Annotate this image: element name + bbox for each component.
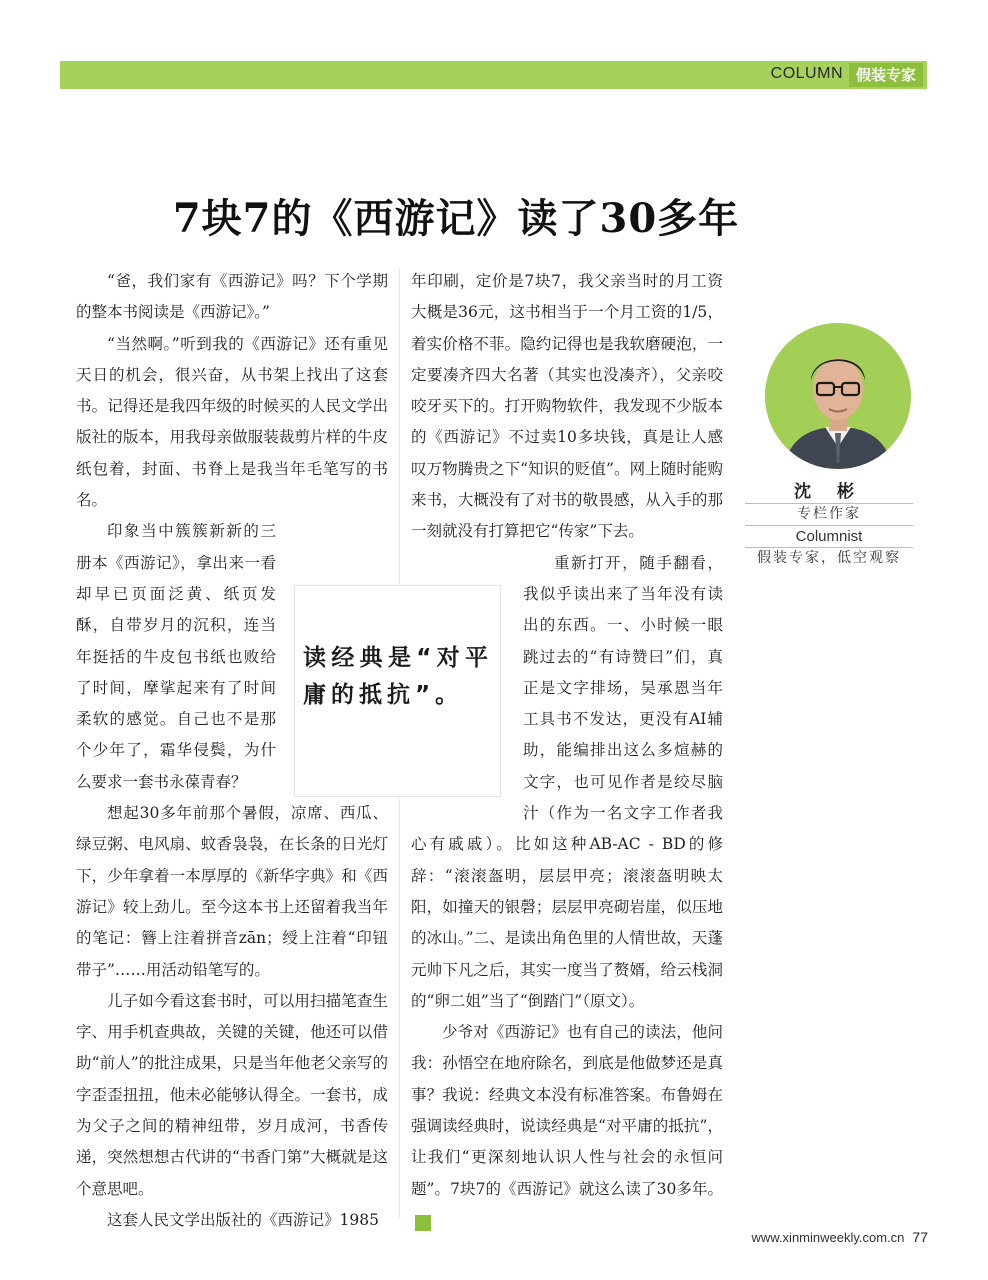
website-url: www.xinminweekly.com.cn: [751, 1230, 905, 1245]
paragraph: [411, 1017, 723, 1236]
page-footer: [752, 1229, 929, 1245]
author-tagline: 假装专家，低空观察: [757, 550, 901, 566]
author-name: 沈 彬: [794, 482, 864, 502]
paragraph: 印象当中簇簇新新的三册本《西游记》，拿出来一看却早已页面泛黄、纸页发酥，自带岁月的沉积，连当年挺括的牛皮包书纸也败给了时间，摩挲起来有了时间柔软的感觉。自己也不是那个少年了，霜华侵鬓，为什么要求一套书永葆青春？: [76, 522, 276, 791]
paragraph: “爸，我们家有《西游记》吗？下个学期的整本书阅读是《西游记》。”: [76, 272, 388, 322]
author-role-en: Columnist: [795, 528, 863, 545]
author-avatar: [765, 323, 911, 469]
author-role-cn: 专栏作家: [797, 506, 861, 522]
paragraph: 儿子如今看这套书时，可以用扫描笔查生字、用手机查典故，关键的关键，他还可以借助“前人”的批注成果，只是当年他老父亲写的字歪歪扭扭，他未必能够认得全。一套书，成为父子之间的精神纽带，岁月成河，书香传递，突然想想古代讲的“书香门第”大概就是这个意思吧。: [76, 991, 388, 1198]
page-number: 77: [912, 1229, 928, 1245]
author-bio: [745, 482, 913, 569]
paragraph: 这套人民文学出版社的《西游记》1985: [107, 1210, 379, 1229]
paragraph: 重新打开，随手翻看，我似乎读出来了当年没有读出的东西。一、小时候一眼跳过去的“有诗赞曰”们，真正是文字排场，吴承恩当年工具书不发达，更没有AI辅助，能编排出这么多煊赫的文字，也可见作者是绞尽脑汁（作为一名文字工作者我心有戚戚）。比如这种AB-AC - BD的修辞：“滚滚盔明，层层甲亮；滚滚盔明映太阳，如撞天的银磬；层层甲亮砌岩崖，似压地的冰山。”二、是读出角色里的人情世故，天蓬元帅下凡之后，其实一度当了赘婿，给云栈洞的“卵二姐”当了“倒踏门”（原文）。: [411, 553, 723, 1010]
column-label: COLUMN: [770, 65, 843, 82]
paragraph: 想起30多年前那个暑假，凉席、西瓜、绿豆粥、电风扇、蚊香袅袅，在长条的日光灯下，少年拿着一本厚厚的《新华字典》和《西游记》较上劲儿。至今这本书上还留着我当年的笔记：簪上注着拼音zān；绶上注着“印钮带子”……用活动铅笔写的。: [76, 804, 388, 979]
pull-quote-text: 读经典是“对平庸的抵抗”。: [303, 645, 493, 708]
paragraph: “当然啊。”听到我的《西游记》还有重见天日的机会，很兴奋，从书架上找出了这套书。记得还是我四年级的时候买的人民文学出版社的版本，用我母亲做服装裁剪片样的牛皮纸包着，封面、书脊上是我当年毛笔写的书名。: [76, 334, 388, 510]
paragraph-text: 少爷对《西游记》也有自己的读法，他问我：孙悟空在地府除名，到底是他做梦还是真事？我说：经典文本没有标准答案。布鲁姆在强调读经典时，说读经典是“对平庸的抵抗”，让我们“更深刻地认识人性与社会的永恒问题”。7块7的《西游记》就这么读了30多年。: [411, 1023, 723, 1198]
column-header-bar: [60, 61, 927, 89]
end-mark-logo: 民: [415, 1215, 431, 1231]
author-portrait-icon: [765, 323, 911, 469]
article-title: 7块7的《西游记》读了30多年: [172, 195, 740, 242]
column-name-tag: 假装专家: [849, 63, 923, 87]
pull-quote-box: [294, 585, 501, 797]
paragraph-continuation: 年印刷，定价是7块7，我父亲当时的月工资大概是36元，这书相当于一个月工资的1/5，着实价格不菲。隐约记得也是我软磨硬泡，一定要凑齐四大名著（其实也没凑齐），父亲咬咬牙买下的。打开购物软件，我发现不少版本的《西游记》不过卖10多块钱，真是让人感叹万物腾贵之下“知识的贬值”。网上随时能购来书，大概没有了对书的敬畏感，从入手的那一刻就没有打算把它“传家”下去。: [411, 272, 723, 541]
